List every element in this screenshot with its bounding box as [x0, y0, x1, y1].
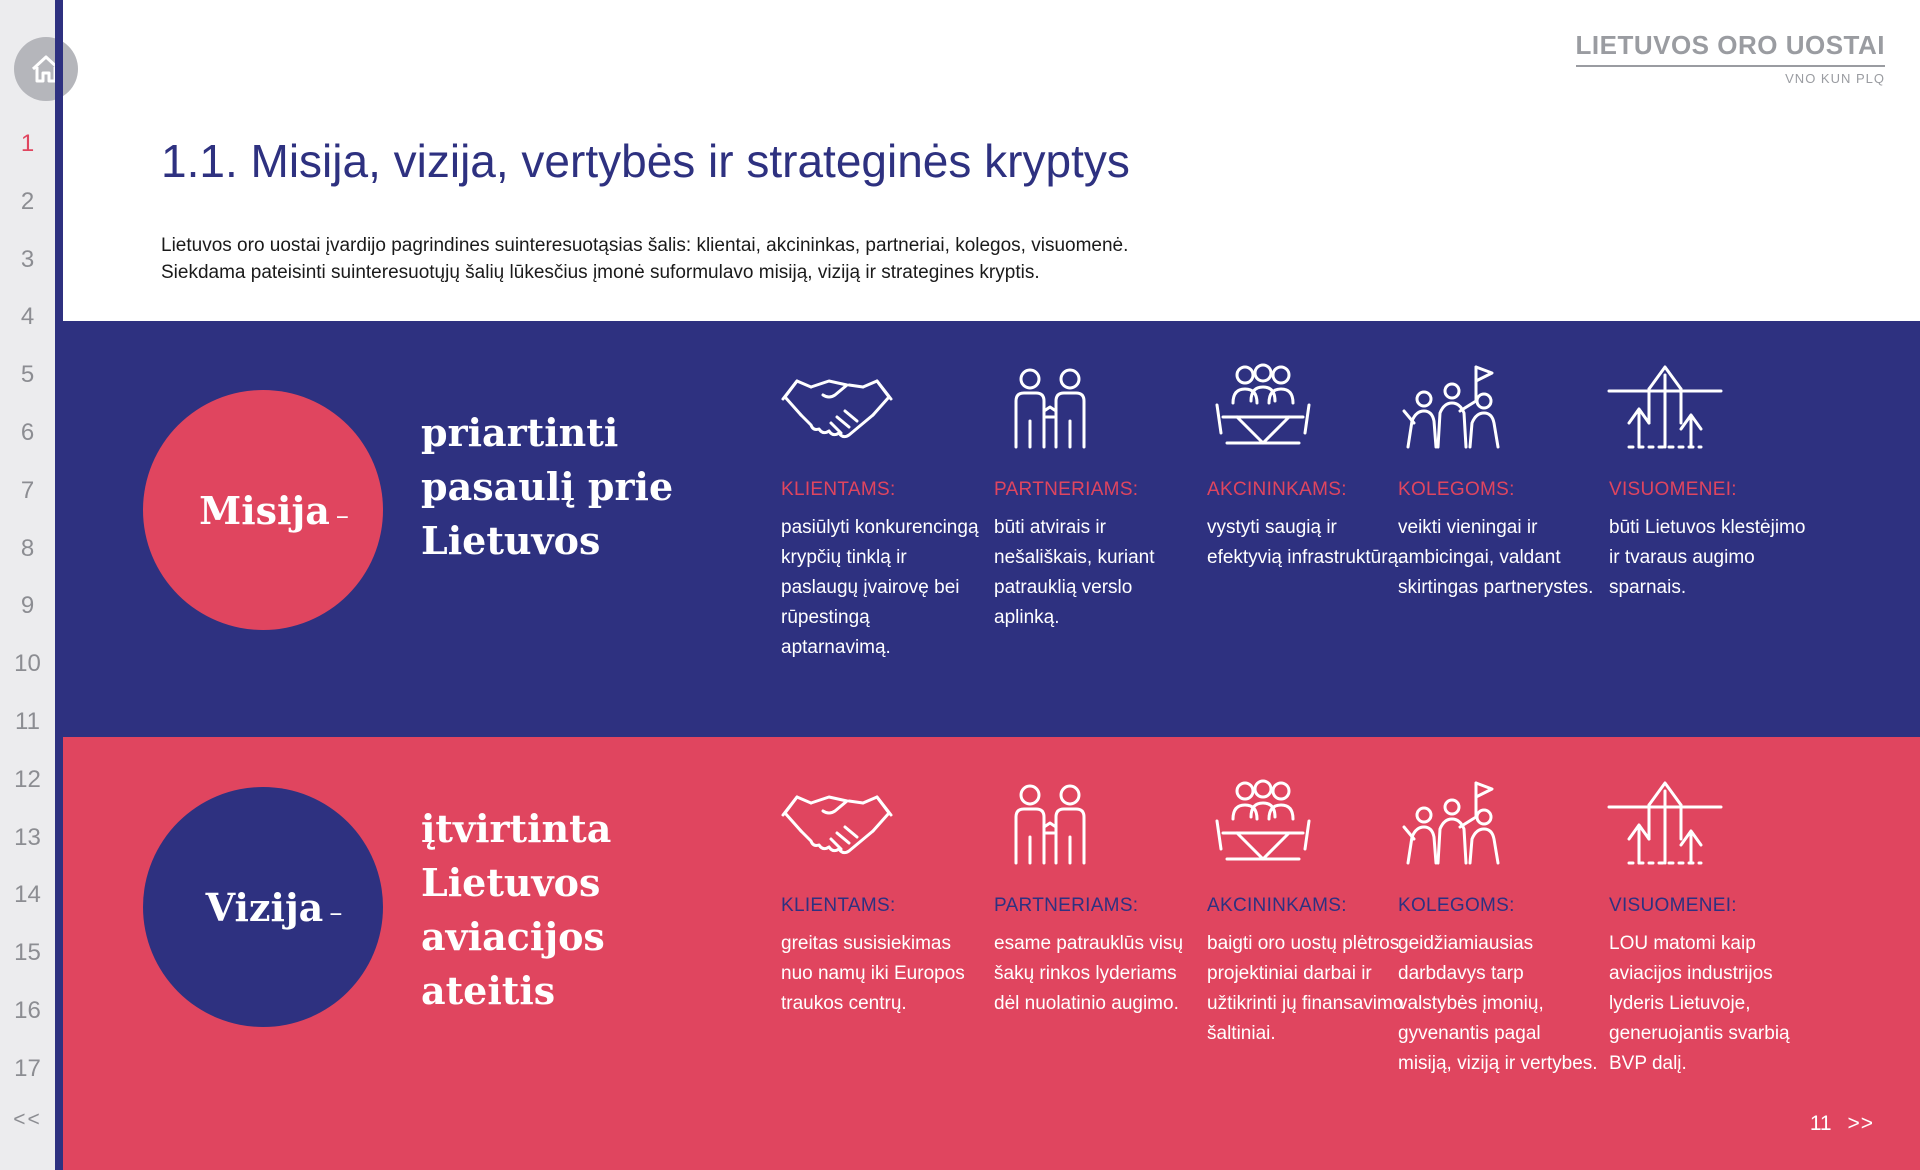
partners-icon [990, 777, 1110, 867]
logo-main-text: LIETUVOS ORO UOSTAI [1576, 30, 1885, 67]
vision-column-text: greitas susisiekimas nuo namų iki Europos traukos centrų. [781, 933, 965, 1014]
handshake-icon [777, 361, 897, 451]
logo-sub-text: VNO KUN PLQ [1785, 71, 1885, 86]
mission-column-3 [1207, 361, 1407, 573]
team-flag-icon [1394, 361, 1514, 451]
intro-line-1: Lietuvos oro uostai įvardijo pagrindines suinteresuotąsias šalis: klientai, akcininkas, partneriai, kolegos, visuomenė. [161, 235, 1129, 256]
nav-item-7[interactable]: 7 [20, 476, 35, 504]
meeting-icon [1203, 777, 1323, 867]
nav-item-2[interactable]: 2 [20, 187, 35, 215]
mission-statement: priartinti pasaulį prie Lietuvos [421, 410, 674, 563]
home-button[interactable] [14, 37, 78, 101]
handshake-icon [777, 777, 897, 867]
vision-column-text: geidžiamiausias darbdavys tarp valstybės įmonių, gyvenantis pagal misiją, viziją ir vertybes. [1398, 933, 1598, 1074]
nav-item-4[interactable]: 4 [20, 303, 35, 331]
vision-column-label: KOLEGOMS: [1398, 895, 1515, 916]
nav-item-16[interactable]: 16 [14, 996, 41, 1024]
page-title: 1.1. Misija, vizija, vertybės ir strateginės kryptys [161, 135, 1130, 187]
vision-column-label: KLIENTAMS: [781, 895, 896, 916]
mission-column-text: pasiūlyti konkurencingą krypčių tinklą ir paslaugų įvairovę bei rūpestingą aptarnavimą. [781, 517, 979, 658]
growth-arrows-icon [1605, 361, 1725, 451]
mission-circle [143, 390, 383, 630]
prev-page-button[interactable]: << [13, 1108, 42, 1131]
mission-column-text: būti Lietuvos klestėjimo ir tvaraus augimo sparnais. [1609, 517, 1806, 598]
mission-section [63, 321, 1920, 737]
mission-column-label: KOLEGOMS: [1398, 479, 1515, 500]
vision-column-label: PARTNERIAMS: [994, 895, 1139, 916]
nav-item-10[interactable]: 10 [14, 650, 41, 678]
growth-arrows-icon [1605, 777, 1725, 867]
mission-label: Misija [199, 487, 330, 533]
sidebar-divider [55, 0, 63, 1170]
vision-circle [143, 787, 383, 1027]
vision-section [63, 737, 1920, 1170]
vision-label-wrap [206, 885, 343, 930]
nav-item-17[interactable]: 17 [14, 1054, 41, 1082]
company-logo [1576, 30, 1885, 86]
mission-column-1 [781, 361, 981, 663]
meeting-icon [1203, 361, 1323, 451]
nav-item-6[interactable]: 6 [20, 418, 35, 446]
nav-item-11[interactable]: 11 [15, 707, 40, 735]
nav-item-12[interactable]: 12 [14, 765, 41, 793]
mission-label-wrap [199, 488, 349, 533]
vision-column-text: LOU matomi kaip aviacijos industrijos lyderis Lietuvoje, generuojantis svarbią BVP dalį. [1609, 933, 1790, 1074]
next-page-button[interactable]: >> [1847, 1112, 1874, 1135]
mission-dash: – [335, 500, 349, 531]
vision-column-text: baigti oro uostų plėtros projektiniai darbai ir užtikrinti jų finansavimo šaltiniai. [1207, 933, 1404, 1044]
mission-column-text: vystyti saugią ir efektyvią infrastruktūrą. [1207, 517, 1404, 568]
vision-column-label: VISUOMENEI: [1609, 895, 1737, 916]
mission-column-2 [994, 361, 1194, 633]
mission-column-text: veikti vieningai ir ambicingai, valdant skirtingas partnerystes. [1398, 517, 1594, 598]
vision-column-label: AKCININKAMS: [1207, 895, 1347, 916]
page-number: 11 [1809, 1112, 1832, 1135]
nav-item-15[interactable]: 15 [14, 939, 41, 967]
vision-column-1 [781, 777, 981, 1019]
vision-label: Vizija [205, 884, 324, 930]
vision-dash: – [329, 897, 343, 928]
nav-item-13[interactable]: 13 [14, 823, 41, 851]
nav-item-14[interactable]: 14 [14, 881, 41, 909]
nav-item-1[interactable]: 1 [20, 130, 35, 157]
mission-column-label: KLIENTAMS: [781, 479, 896, 500]
vision-statement: įtvirtinta Lietuvos aviacijos ateitis [421, 806, 612, 1013]
intro-text [161, 232, 1261, 286]
mission-column-label: VISUOMENEI: [1609, 479, 1737, 500]
mission-column-text: būti atvirais ir nešališkais, kuriant patrauklią verslo aplinką. [994, 517, 1155, 628]
nav-item-5[interactable]: 5 [20, 361, 35, 389]
mission-column-5 [1609, 361, 1809, 603]
vision-column-4 [1398, 777, 1598, 1079]
pager [1810, 1112, 1874, 1136]
vision-column-3 [1207, 777, 1407, 1049]
sidebar [0, 0, 55, 1170]
nav-item-3[interactable]: 3 [20, 245, 35, 273]
intro-line-2: Siekdama pateisinti suinteresuotųjų šalių lūkesčius įmonė suformulavo misiją, viziją ir strategines kryptis. [161, 262, 1040, 283]
mission-column-4 [1398, 361, 1598, 603]
nav-item-8[interactable]: 8 [20, 534, 35, 562]
team-flag-icon [1394, 777, 1514, 867]
vision-column-2 [994, 777, 1194, 1019]
partners-icon [990, 361, 1110, 451]
nav-item-9[interactable]: 9 [20, 592, 35, 620]
vision-column-text: esame patrauklūs visų šakų rinkos lyderiams dėl nuolatinio augimo. [994, 933, 1184, 1014]
mission-column-label: AKCININKAMS: [1207, 479, 1347, 500]
mission-column-label: PARTNERIAMS: [994, 479, 1139, 500]
vision-column-5 [1609, 777, 1809, 1079]
chapter-nav [0, 115, 55, 1098]
